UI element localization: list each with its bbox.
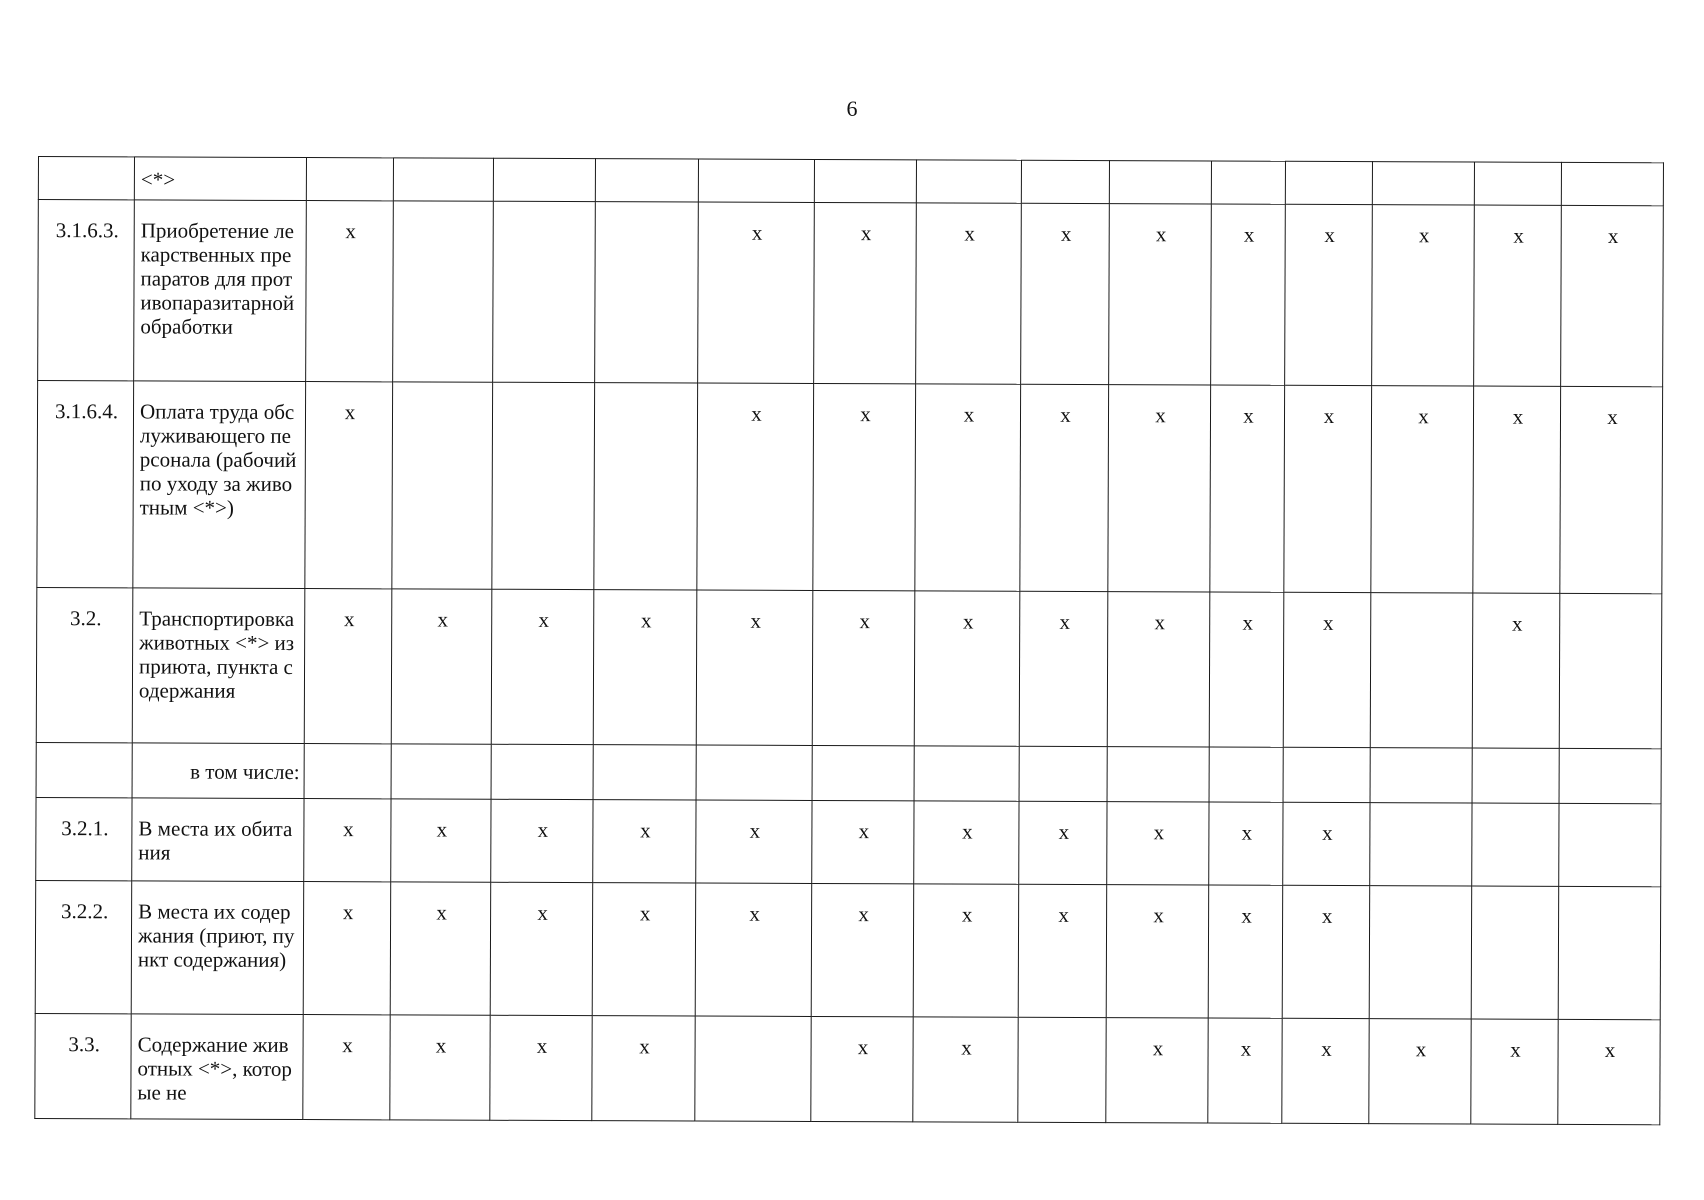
mark-cell: x	[811, 883, 914, 1016]
row-number-cell: 3.1.6.3.	[38, 200, 135, 381]
row-description-cell: В места их обитания	[132, 798, 304, 882]
mark-cell: x	[593, 590, 697, 745]
mark-cell	[695, 1016, 811, 1121]
mark-cell	[306, 158, 393, 201]
row-description-cell: Содержание животных <*>, которые не	[131, 1014, 303, 1120]
mark-cell: x	[1106, 1018, 1208, 1123]
mark-cell	[698, 159, 814, 202]
mark-cell: x	[1019, 591, 1108, 746]
mark-cell	[595, 202, 699, 383]
mark-cell: x	[1018, 884, 1107, 1017]
mark-cell	[812, 745, 914, 800]
mark-cell: x	[1474, 205, 1562, 386]
mark-cell: x	[592, 1016, 695, 1121]
mark-cell: x	[592, 883, 696, 1016]
mark-cell: x	[812, 800, 914, 883]
mark-cell	[1109, 161, 1211, 204]
mark-cell	[1211, 161, 1285, 204]
mark-cell: x	[305, 382, 393, 589]
mark-cell	[1283, 747, 1370, 802]
data-table	[34, 156, 1664, 1125]
mark-cell: x	[1211, 204, 1286, 385]
table-body	[35, 157, 1664, 1125]
mark-cell	[392, 382, 493, 589]
row-description-cell: В места их содержания (приют, пункт содержания)	[131, 881, 304, 1015]
mark-cell: x	[490, 882, 593, 1015]
mark-cell	[393, 201, 494, 382]
mark-cell	[1370, 748, 1472, 803]
mark-cell: x	[813, 383, 916, 590]
mark-cell	[1369, 886, 1472, 1019]
mark-cell: x	[1285, 204, 1373, 385]
mark-cell: x	[304, 799, 391, 882]
mark-cell: x	[1284, 385, 1372, 592]
table-row	[37, 381, 1663, 594]
mark-cell: x	[1107, 592, 1210, 747]
mark-cell: x	[491, 799, 593, 882]
mark-cell: x	[1109, 204, 1212, 385]
mark-cell: x	[914, 591, 1020, 746]
row-number-cell	[36, 742, 132, 797]
mark-cell: x	[914, 801, 1019, 884]
mark-cell	[1372, 162, 1474, 205]
mark-cell	[1471, 886, 1559, 1019]
table-row	[38, 157, 1663, 206]
mark-cell: x	[695, 883, 812, 1016]
mark-cell: x	[1282, 1018, 1369, 1123]
mark-cell	[1209, 747, 1283, 802]
mark-cell	[595, 159, 698, 202]
mark-cell	[391, 744, 491, 799]
mark-cell: x	[1283, 802, 1370, 885]
mark-cell: x	[1471, 1019, 1558, 1124]
mark-cell: x	[697, 383, 814, 590]
mark-cell	[814, 159, 916, 202]
mark-cell: x	[1560, 386, 1663, 593]
mark-cell	[1285, 161, 1372, 204]
table-row	[35, 880, 1660, 1019]
mark-cell: x	[811, 1016, 913, 1121]
mark-cell	[696, 745, 812, 800]
page-number: 6	[846, 96, 858, 121]
mark-cell	[1472, 803, 1559, 886]
mark-cell: x	[1473, 386, 1561, 593]
table-row	[36, 587, 1662, 748]
mark-cell: x	[390, 882, 491, 1015]
mark-cell: x	[1106, 885, 1209, 1018]
row-number-cell: 3.3.	[35, 1013, 131, 1118]
mark-cell	[393, 158, 493, 201]
mark-cell: x	[915, 384, 1021, 591]
mark-cell	[593, 745, 696, 800]
mark-cell: x	[1020, 384, 1109, 591]
mark-cell	[1474, 162, 1561, 205]
mark-cell: x	[1208, 1018, 1282, 1123]
mark-cell: x	[391, 589, 492, 744]
mark-cell	[1561, 162, 1663, 205]
mark-cell	[1370, 803, 1472, 886]
mark-cell	[1472, 748, 1559, 803]
mark-cell	[1107, 747, 1209, 802]
mark-cell	[1370, 593, 1473, 748]
mark-cell	[1559, 748, 1661, 803]
mark-cell: x	[696, 590, 813, 745]
mark-cell: x	[1472, 593, 1560, 748]
mark-cell	[491, 744, 593, 799]
mark-cell: x	[304, 589, 392, 744]
mark-cell: x	[696, 800, 812, 883]
row-number-cell: 3.2.	[36, 587, 133, 742]
mark-cell: x	[1208, 885, 1283, 1018]
mark-cell: x	[1108, 385, 1211, 592]
mark-cell	[1021, 160, 1109, 203]
row-number-cell: 3.2.2.	[35, 880, 132, 1013]
mark-cell: x	[306, 201, 394, 382]
mark-cell: x	[303, 882, 391, 1015]
mark-cell: x	[303, 1015, 390, 1120]
mark-cell: x	[1209, 802, 1283, 885]
row-description-cell: Оплата труда обслуживающего персонала (рабочий по уходу за животным <*>)	[133, 381, 306, 589]
mark-cell: x	[1021, 203, 1110, 384]
row-number-cell	[38, 157, 134, 200]
row-description-cell: в том числе:	[132, 743, 304, 799]
mark-cell: x	[1371, 386, 1474, 593]
mark-cell: x	[1210, 385, 1285, 592]
table-row	[35, 1013, 1660, 1124]
table-row	[38, 200, 1664, 387]
mark-cell: x	[913, 884, 1019, 1017]
mark-cell	[1019, 746, 1107, 801]
mark-cell	[1558, 886, 1661, 1019]
mark-cell: x	[698, 202, 815, 383]
mark-cell: x	[1282, 885, 1370, 1018]
mark-cell: x	[916, 203, 1022, 384]
mark-cell: x	[1372, 205, 1475, 386]
row-description-cell: <*>	[134, 157, 306, 201]
mark-cell	[1559, 803, 1661, 886]
mark-cell	[492, 382, 595, 589]
mark-cell: x	[1107, 802, 1209, 885]
mark-cell: x	[1558, 1019, 1660, 1124]
mark-cell	[493, 201, 596, 382]
mark-cell: x	[593, 800, 696, 883]
mark-cell: x	[814, 202, 917, 383]
mark-cell: x	[391, 799, 491, 882]
mark-cell	[916, 160, 1021, 203]
row-number-cell: 3.1.6.4.	[37, 381, 134, 588]
table-row	[36, 797, 1661, 886]
mark-cell: x	[1561, 205, 1664, 386]
mark-cell	[914, 746, 1019, 801]
row-description-cell: Приобретение лекарственных препаратов для противопаразитарной обработки	[134, 200, 307, 382]
row-number-cell: 3.2.1.	[36, 797, 132, 880]
mark-cell: x	[491, 589, 594, 744]
mark-cell: x	[1369, 1019, 1471, 1124]
mark-cell: x	[812, 590, 915, 745]
mark-cell: x	[1283, 592, 1371, 747]
mark-cell	[493, 158, 595, 201]
mark-cell: x	[913, 1017, 1018, 1122]
mark-cell: x	[490, 1015, 592, 1120]
mark-cell: x	[390, 1015, 490, 1120]
table-row	[36, 742, 1661, 803]
mark-cell	[1018, 1017, 1106, 1122]
mark-cell	[1559, 593, 1662, 748]
mark-cell: x	[1209, 592, 1284, 747]
mark-cell: x	[1019, 801, 1107, 884]
row-description-cell: Транспортировка животных <*> из приюта, пункта содержания	[132, 588, 305, 744]
mark-cell	[594, 383, 698, 590]
mark-cell	[304, 744, 391, 799]
